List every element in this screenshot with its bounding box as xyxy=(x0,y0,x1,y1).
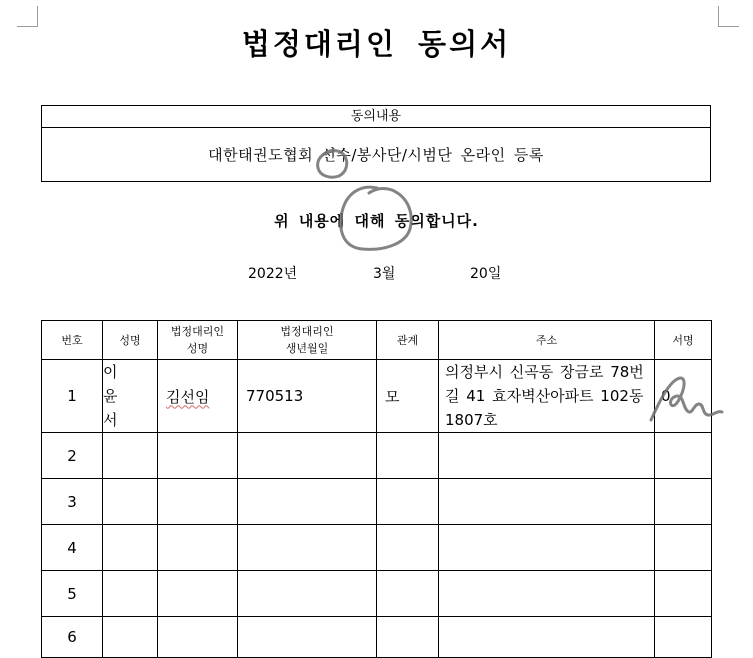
cell-empty xyxy=(655,479,712,525)
cell-empty xyxy=(103,525,158,571)
header-name: 성명 xyxy=(103,321,158,360)
document-title: 법정대리인 동의서 xyxy=(241,27,512,61)
table-row xyxy=(42,433,712,479)
header-guardian-birth-line2: 생년월일 xyxy=(285,342,329,355)
cell-empty xyxy=(103,571,158,617)
table-row xyxy=(42,617,712,658)
cell-no: 5 xyxy=(42,571,103,617)
cell-no: 6 xyxy=(42,617,103,658)
cell-empty xyxy=(439,571,655,617)
cell-empty xyxy=(655,433,712,479)
cell-empty xyxy=(238,525,377,571)
cell-empty xyxy=(377,525,439,571)
header-guardian-name-line1: 법정대리인 xyxy=(170,325,225,338)
cell-no: 3 xyxy=(42,479,103,525)
header-guardian-birth-line1: 법정대리인 xyxy=(280,325,334,338)
cell-empty xyxy=(655,617,712,658)
cell-empty xyxy=(103,479,158,525)
cell-signature: 0 xyxy=(655,360,712,433)
cell-relation: 모 xyxy=(377,360,439,433)
cell-empty xyxy=(377,617,439,658)
cell-empty xyxy=(238,571,377,617)
cell-empty xyxy=(158,617,238,658)
cell-empty xyxy=(439,433,655,479)
header-signature: 서명 xyxy=(655,321,712,360)
cell-empty xyxy=(439,617,655,658)
cell-empty xyxy=(158,571,238,617)
header-guardian-name xyxy=(158,321,238,360)
cell-guardian-birth: 770513 xyxy=(238,360,377,433)
consent-header: 동의내용 xyxy=(42,106,710,128)
consent-content: 대한태권도협회 선수/봉사단/시범단 온라인 등록 xyxy=(208,146,544,164)
table-header-row xyxy=(42,321,712,360)
cell-empty xyxy=(439,525,655,571)
cell-empty xyxy=(103,617,158,658)
header-guardian-name-line2: 성명 xyxy=(186,342,209,355)
cell-empty xyxy=(377,433,439,479)
cell-empty xyxy=(655,571,712,617)
cell-no: 4 xyxy=(42,525,103,571)
cell-empty xyxy=(238,479,377,525)
date-year: 2022년 xyxy=(248,266,298,282)
date-day: 20일 xyxy=(470,266,502,282)
cell-address: 의정부시 신곡동 장금로 78번길 41 효자벽산아파트 102동 1807호 xyxy=(439,360,655,433)
cell-no: 1 xyxy=(42,360,103,433)
cell-empty xyxy=(439,479,655,525)
cell-empty xyxy=(238,433,377,479)
cell-empty xyxy=(158,479,238,525)
cell-empty xyxy=(103,433,158,479)
header-no: 번호 xyxy=(42,321,103,360)
cell-empty xyxy=(377,479,439,525)
cell-empty xyxy=(238,617,377,658)
guardian-table xyxy=(41,320,712,658)
cell-empty xyxy=(158,525,238,571)
table-row xyxy=(42,571,712,617)
table-row xyxy=(42,525,712,571)
cell-empty xyxy=(655,525,712,571)
cell-no: 2 xyxy=(42,433,103,479)
header-guardian-birth xyxy=(238,321,377,360)
cell-name: 이 윤 서 xyxy=(103,360,158,433)
cell-empty xyxy=(377,571,439,617)
header-address: 주소 xyxy=(439,321,655,360)
date-month: 3월 xyxy=(373,266,396,282)
cell-guardian-name xyxy=(158,360,238,433)
guardian-name-text: 김선임 xyxy=(166,387,210,406)
table-row xyxy=(42,479,712,525)
agreement-statement: 위 내용에 대해 동의합니다. xyxy=(274,212,479,230)
table-row xyxy=(42,360,712,433)
cell-empty xyxy=(158,433,238,479)
consent-box xyxy=(41,105,711,182)
header-relation: 관계 xyxy=(377,321,439,360)
